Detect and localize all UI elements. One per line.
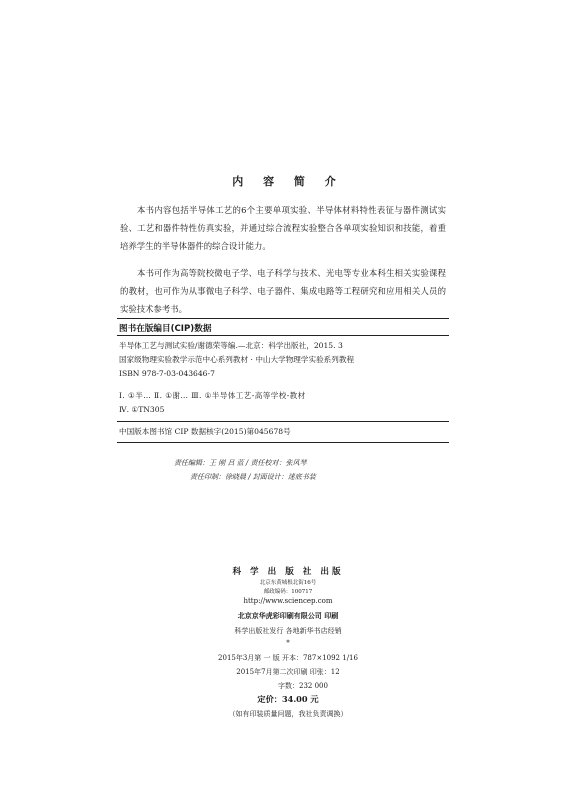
separator-star: * <box>286 639 290 647</box>
cip-line-2: 国家级物理实验教学示范中心系列教材 · 中山大学物理学实验系列教程 <box>119 355 355 364</box>
publisher-website: http://www.sciencep.com <box>243 597 333 605</box>
cip-heading: 图书在版编目(CIP)数据 <box>119 324 212 334</box>
cip-bottom-rule <box>117 442 449 443</box>
credits-line-1: 责任编辑：王 刚 吕 蓝 / 责任校对：张风琴 <box>174 459 307 467</box>
quality-notice: （如有印装质量问题，我社负责调换） <box>228 710 348 718</box>
cip-line-6: 中国版本图书馆 CIP 数据核字(2015)第045678号 <box>119 427 291 436</box>
distribution-line: 科学出版社发行 各地新华书店经销 <box>234 627 342 635</box>
cip-line-5: Ⅳ. ①TN305 <box>119 405 165 414</box>
printer-line: 北京京华虎彩印刷有限公司 印刷 <box>237 611 339 620</box>
credits-line-2: 责任印制：徐晓晨 / 封面设计：迷底书装 <box>190 473 316 481</box>
publisher-name: 科 学 出 版 社 出版 <box>232 567 344 577</box>
edition-line-2: 2015年7月第二次印刷 印张：12 <box>236 668 340 676</box>
cip-top-rule <box>117 318 449 319</box>
summary-text-1: 本书内容包括半导体工艺的6个主要单项实验、半导体材料特性表征与器件测试实验、工艺和器件特性仿真实验，并通过综合流程实验整合各单项实验知识和技能，着重培养学生的半导体器件的综合设计能力。 <box>120 205 446 251</box>
cip-heading-rule <box>117 335 449 336</box>
cip-line-4: Ⅰ. ①半… Ⅱ. ①谢… Ⅲ. ①半导体工艺-高等学校-教材 <box>119 391 306 400</box>
summary-paragraph-2 <box>120 264 446 318</box>
summary-paragraph-1 <box>120 201 446 255</box>
summary-text-2: 本书可作为高等院校微电子学、电子科学与技术、光电等专业本科生相关实验课程的教材，也可作为从事微电子科学、电子器件、集成电路等工程研究和应用相关人员的实验技术参考书。 <box>120 268 446 314</box>
edition-line-1: 2015年3月第 一 版 开本：787×1092 1/16 <box>218 654 358 662</box>
price: 定价：34.00 元 <box>257 694 319 704</box>
cip-mid-rule <box>117 421 449 422</box>
publisher-postcode: 邮政编码：100717 <box>263 589 313 595</box>
cip-line-3: ISBN 978-7-03-043646-7 <box>119 369 215 378</box>
page-title: 内 容 简 介 <box>232 175 344 188</box>
word-count: 字数：232 000 <box>278 682 328 690</box>
publisher-address: 北京东黄城根北街16号 <box>259 580 317 586</box>
cip-line-1: 半导体工艺与测试实验/谢德荣等编.—北京：科学出版社，2015. 3 <box>119 341 343 350</box>
